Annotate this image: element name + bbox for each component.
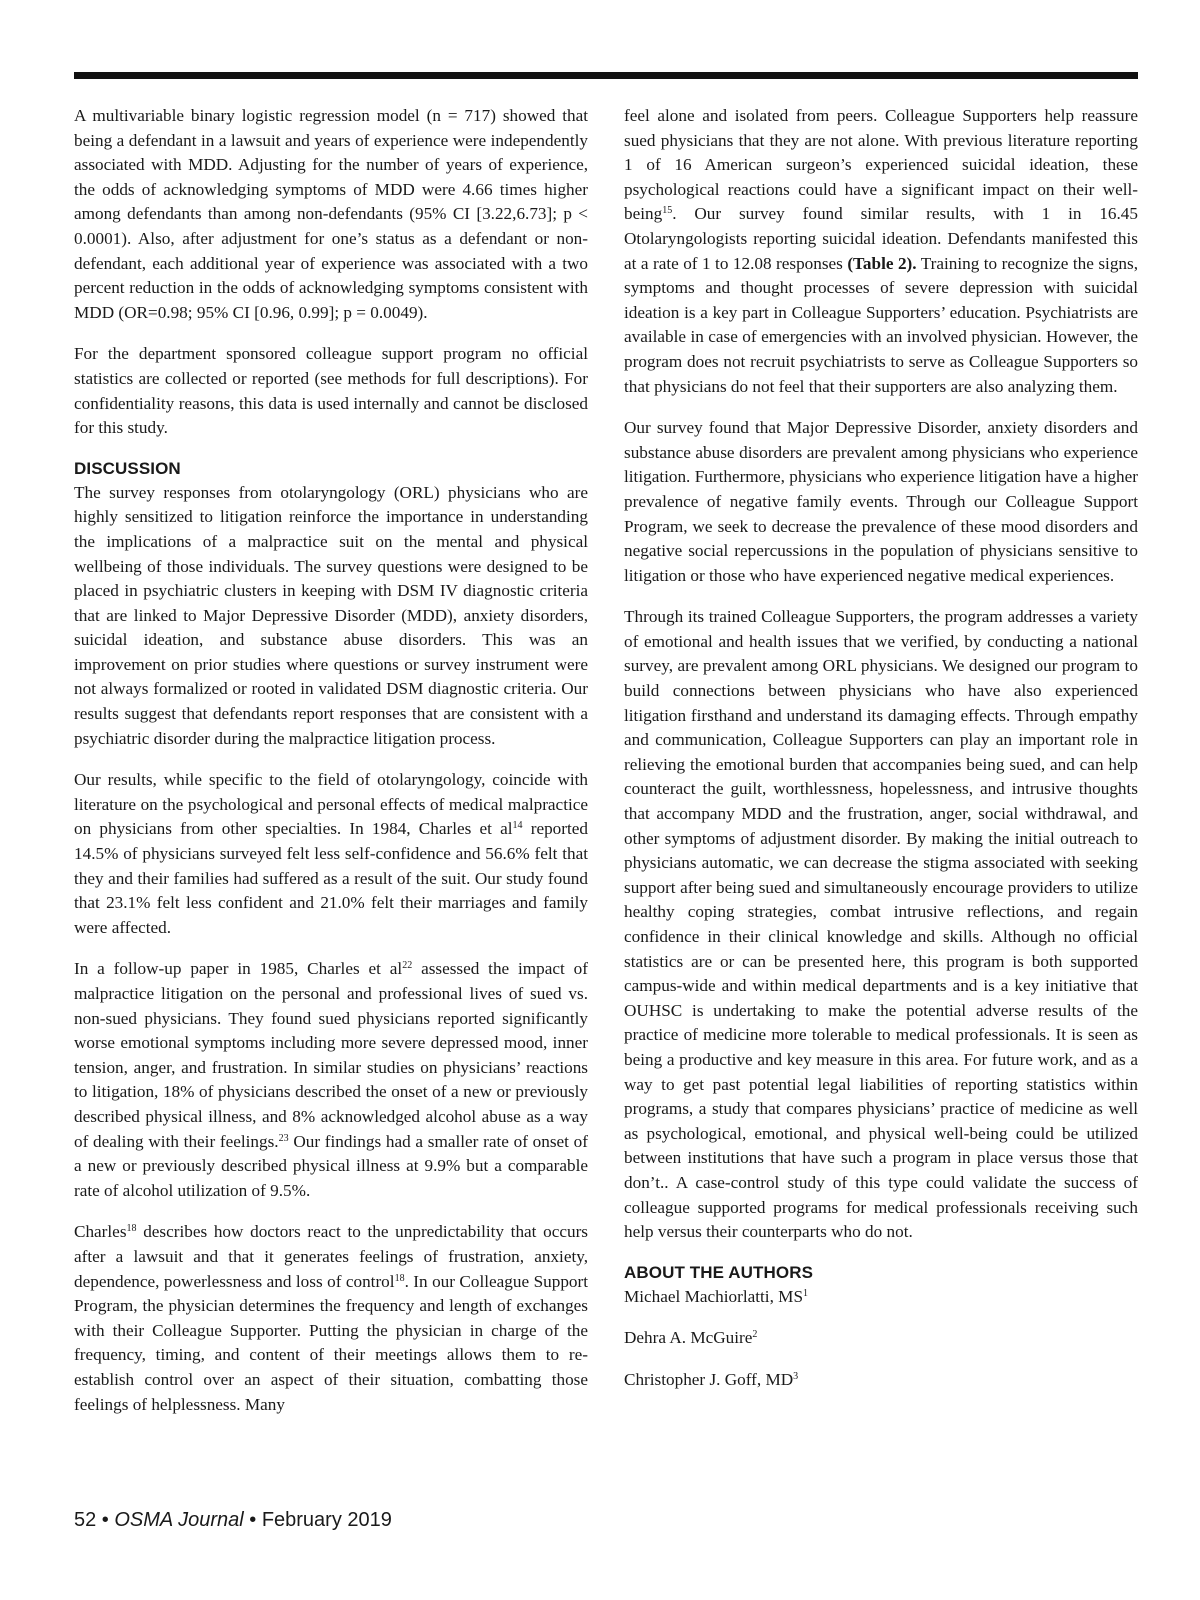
discussion-heading: DISCUSSION xyxy=(74,458,181,478)
citation-ref: 23 xyxy=(278,1132,289,1144)
discussion-paragraph-2 xyxy=(74,768,588,940)
affiliation-ref: 2 xyxy=(752,1329,758,1341)
discussion-paragraph-4 xyxy=(74,1220,588,1417)
author-name xyxy=(624,1368,1138,1393)
citation-ref: 15 xyxy=(662,205,673,217)
discussion-paragraph-6: Our survey found that Major Depressive Disorder, anxiety disorders and substance abuse disorders are prevalent among physicians who experience litigation. Furthermore, physicians who experience litigation have a higher prevalence of negative family events. Through our Colleague Support Program, we seek to decrease the prevalence of these mood disorders and negative social repercussions in the population of physicians sensitive to litigation or those who have experienced negative medical experiences. xyxy=(624,418,1138,585)
author-name-text: Dehra A. McGuire xyxy=(624,1328,753,1348)
citation-ref: 22 xyxy=(402,960,413,972)
citation-ref: 14 xyxy=(512,820,523,832)
page-footer xyxy=(74,1508,392,1532)
discussion-paragraph-5 xyxy=(624,104,1138,399)
discussion-paragraph-1: The survey responses from otolaryngology (ORL) physicians who are highly sensitized to litigation reinforce the importance in understanding the implications of a malpractice suit on the mental and physical wellbeing of those individuals. The survey questions were designed to be placed in psychiatric clusters in keeping with DSM IV diagnostic criteria that are linked to Major Depressive Disorder (MDD), anxiety disorders, suicidal ideation, and substance abuse disorders. This was an improvement on prior studies where questions or survey instrument were not always formalized or rooted in validated DSM diagnostic criteria. Our results suggest that defendants report responses that are consistent with a psychiatric disorder during the malpractice litigation process. xyxy=(74,482,588,748)
support-program-paragraph: For the department sponsored colleague support program no official statistics are collected or reported (see methods for full descriptions). For confidentiality reasons, this data is used internally and cannot be disclosed for this study. xyxy=(74,344,588,438)
citation-ref: 18 xyxy=(126,1223,137,1235)
page-number: 52 xyxy=(74,1509,97,1531)
text-run: reported 14.5% of physicians surveyed felt less self-confidence and 56.6% felt that they and their families had suffered as a result of the suit. Our study found that 23.1% felt less confident and 21.0% felt their marriages and family were affected. xyxy=(74,819,588,937)
footer-bullet: • xyxy=(96,1509,115,1531)
discussion-paragraph-3 xyxy=(74,957,588,1203)
journal-name: OSMA Journal xyxy=(114,1509,244,1531)
text-run: . In our Colleague Support Program, the physician determines the frequency and length of exchanges with their Colleague Supporter. Putting the physician in charge of the frequency, timing, and content of their meetings allows them to re-establish control over an aspect of their situation, combatting those feelings of helplessness. Many xyxy=(74,1271,589,1414)
table-reference: (Table 2). xyxy=(847,253,917,273)
text-run: In a follow-up paper in 1985, Charles et al xyxy=(74,959,403,979)
text-run: assessed the impact of malpractice litigation on the personal and professional lives of sued vs. non-sued physicians. They found sued physicians reported significantly worse emotional symptoms including more severe depressed mood, inner tension, anger, and frustration. In similar studies on physicians’ reactions to litigation, 18% of physicians described the onset of a new or previously described physical illness, and 8% acknowledged alcohol abuse as a way of dealing with their feelings. xyxy=(74,959,588,1151)
issue-date: February 2019 xyxy=(261,1509,392,1531)
text-run: Our findings had a smaller rate of onset of a new or previously described physical illness at 9.9% but a comparable rate of alcohol utilization of 9.5%. xyxy=(74,1131,588,1200)
text-run: . Our survey found similar results, with 1 in 16.45 Otolaryngologists reporting suicidal ideation. Defendants manifested this at a rate of 1 to 12.08 responses xyxy=(624,204,1138,273)
author-name xyxy=(624,1326,1138,1351)
affiliation-ref: 3 xyxy=(793,1370,799,1382)
author-list xyxy=(624,1285,1138,1393)
results-paragraph: A multivariable binary logistic regression model (n = 717) showed that being a defendant in a lawsuit and years of experience were independently associated with MDD. Adjusting for the number of years of experience, the odds of acknowledging symptoms of MDD were 4.66 times higher among defendants than among non-defendants (95% CI [3.22,6.73]; p < 0.0001). Also, after adjustment for one’s status as a defendant or non-defendant, each additional year of experience was associated with a two percent reduction in the odds of acknowledging symptoms consistent with MDD (OR=0.98; 95% CI [0.96, 0.99]; p = 0.0049). xyxy=(74,106,588,322)
text-run: Training to recognize the signs, symptoms and thought processes of severe depression with suicidal ideation is a key part in Colleague Supporters’ education. Psychiatrists are available in case of emergencies with an involved physician. However, the program does not recruit psychiatrists to serve as Colleague Supporters so that physicians do not feel that their supporters are also analyzing them. xyxy=(624,253,1138,396)
affiliation-ref: 1 xyxy=(803,1287,809,1299)
text-run: Our results, while specific to the field of otolaryngology, coincide with literature on the psychological and personal effects of medical malpractice on physicians from other specialties. In 1984, Charles et al xyxy=(74,770,588,839)
about-authors-heading: ABOUT THE AUTHORS xyxy=(624,1262,814,1282)
text-run: Charles xyxy=(74,1222,127,1242)
author-name-text: Christopher J. Goff, MD xyxy=(624,1369,794,1389)
author-name xyxy=(624,1285,1138,1310)
text-run: feel alone and isolated from peers. Colleague Supporters help reassure sued physicians that they are not alone. With previous literature reporting 1 of 16 American surgeon’s experienced suicidal ideation, these psychological reactions could have a significant impact on their well-being xyxy=(624,106,1138,224)
top-rule xyxy=(74,72,1138,79)
left-column xyxy=(74,104,588,1434)
author-name-text: Michael Machiorlatti, MS xyxy=(624,1286,804,1306)
right-column xyxy=(624,104,1138,1410)
text-run: describes how doctors react to the unpredictability that occurs after a lawsuit and that it generates feelings of frustration, anxiety, dependence, powerlessness and loss of control xyxy=(74,1222,588,1291)
footer-bullet: • xyxy=(243,1509,262,1531)
discussion-paragraph-7: Through its trained Colleague Supporters, the program addresses a variety of emotional and health issues that we verified, by conducting a national survey, are prevalent among ORL physicians. We designed our program to build connections between physicians who have also experienced litigation firsthand and understand its damaging effects. Through empathy and communication, Colleague Supporters can play an important role in relieving the emotional burden that accompanies being sued, and can help counteract the guilt, worthlessness, hopelessness, and intrusive thoughts that accompany MDD and the frustration, anger, social withdrawal, and other symptoms of adjustment disorder. By making the initial outreach to physicians automatic, we can decrease the stigma associated with seeking support after being sued and simultaneously encourage providers to utilize healthy coping strategies, combat intrusive reflections, and regain confidence in their clinical knowledge and skills. Although no official statistics are or can be presented here, this program is both supported campus-wide and within medical departments and is a key initiative that OUHSC is undertaking to make the potential adverse results of the practice of medicine more tolerable to medical professionals. It is seen as being a productive and key measure in this area. For future work, and as a way to get past potential legal liabilities of reporting statistics within programs, a study that compares physicians’ practice of medicine as well as psychological, emotional, and physical well-being could be utilized between institutions that have such a program in place versus those that don’t.. A case-control study of this type could validate the success of colleague supported programs for medical professionals receiving such help versus their counterparts who do not. xyxy=(624,607,1138,1242)
citation-ref: 18 xyxy=(394,1272,405,1284)
